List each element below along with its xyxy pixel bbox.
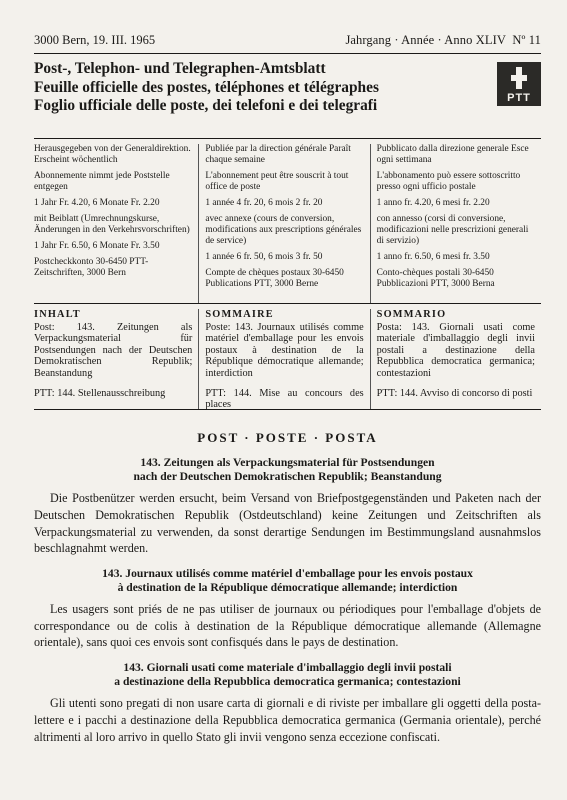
info-column-it — [370, 144, 541, 303]
info-line: 1 année 4 fr. 20, 6 mois 2 fr. 20 — [205, 198, 323, 208]
article-title-line: 143. Giornali usati come materiale d'imballaggio degli invii postali — [123, 660, 452, 674]
contents-item: Post: 143. Zeitungen als Verpackungsmaterial für Postsendungen nach der Deutschen Demokratischen Republik; Beanstandung — [34, 321, 193, 379]
article-title — [34, 456, 541, 484]
info-line: 1 anno fr. 4.20, 6 mesi fr. 2.20 — [376, 198, 490, 208]
issue-number: Nº 11 — [512, 33, 541, 47]
article-body: Gli utenti sono pregati di non usare carta di giornali e di riviste per imballare gli oggetti della posta-lettere e i pacchi a destinazione della Repubblica democratica germanica (Germania orientale), perché altrimenti al loro arrivo in quello Stato gli invii vengono senza eccezione confiscati. — [34, 696, 541, 744]
title-fr: Feuille officielle des postes, téléphones et télégraphes — [34, 78, 379, 96]
contents-heading: SOMMAIRE — [205, 309, 274, 320]
contents-heading: SOMMARIO — [376, 309, 447, 320]
ptt-logo-text: PTT — [507, 92, 531, 104]
info-line: Herausgegeben von der Generaldirektion. Erscheint wöchentlich — [34, 144, 191, 165]
contents-column-de — [34, 309, 198, 409]
contents-heading: INHALT — [34, 309, 81, 320]
article-body: Die Postbenützer werden ersucht, beim Versand von Briefpostgegenständen und Paketen nach der Deutschen Demokratischen Republik (Ostdeutschland) keine Zeitungen und Zeitschriften als Verpackungsmaterial zu verwenden, da sonst derartige Sendungen im Bestimmungsland ausnahmslos beschlagnahmt werden. — [34, 491, 541, 556]
contents-item: PTT: 144. Stellenausschreibung — [34, 387, 166, 399]
article-it — [34, 661, 541, 745]
table-of-contents — [34, 303, 541, 409]
info-line: Conto-chèques postali 30-6450 Pubblicazioni PTT, 3000 Berna — [376, 268, 495, 289]
article-title-line: a destinazione della Repubblica democratica germanica; contestazioni — [114, 675, 461, 689]
info-line: 1 Jahr Fr. 4.20, 6 Monate Fr. 2.20 — [34, 198, 160, 208]
article-body: Les usagers sont priés de ne pas utiliser de journaux ou périodiques pour l'emballage d'objets de correspondance ou de colis à destination de la République démocratique allemande (Allemagne orientale), sans quoi ces envois sont confisqués dans le pays de destination. — [34, 602, 541, 650]
info-line: 1 année 6 fr. 50, 6 mois 3 fr. 50 — [205, 252, 323, 262]
contents-column-fr — [198, 309, 369, 409]
info-line: Pubblicato dalla direzione generale Esce ogni settimana — [376, 144, 529, 165]
masthead-line — [34, 0, 541, 48]
info-line: L'abbonamento può essere sottoscritto presso ogni ufficio postale — [376, 171, 521, 192]
ptt-logo-icon — [497, 62, 541, 106]
article-title-line: nach der Deutschen Demokratischen Republik; Beanstandung — [133, 470, 442, 484]
title-de: Post-, Telephon- und Telegraphen-Amtsblatt — [34, 60, 326, 77]
contents-item: PTT: 144. Avviso di concorso di posti — [376, 387, 533, 399]
info-line: con annesso (corsi di conversione, modificazioni nelle prescrizioni generali di servizio) — [376, 214, 529, 246]
info-line: 1 anno fr. 6.50, 6 mesi fr. 3.50 — [376, 252, 490, 262]
info-line: Postcheckkonto 30-6450 PTT-Zeitschriften, 3000 Bern — [34, 257, 149, 278]
subscription-info — [34, 138, 541, 303]
section-title: POST · POSTE · POSTA — [197, 430, 378, 445]
article-title-line: à destination de la République démocratique allemande; interdiction — [117, 580, 458, 594]
contents-item: Posta: 143. Giornali usati come materiale d'imballaggio degli invii postali a destinazione della Repubblica democratica germanica; contestazioni — [376, 321, 535, 379]
swiss-cross-icon — [511, 67, 527, 89]
place-date: 3000 Bern, 19. III. 1965 — [34, 33, 156, 47]
info-line: L'abonnement peut être souscrit à tout office de poste — [205, 171, 349, 192]
publication-header — [34, 54, 541, 138]
volume-label: Jahrgang · Année · Anno XLIV — [345, 33, 506, 47]
info-column-de — [34, 144, 198, 303]
article-title — [34, 661, 541, 689]
publication-titles — [34, 60, 541, 116]
info-column-fr — [198, 144, 369, 303]
article-fr — [34, 567, 541, 651]
info-line: Abonnemente nimmt jede Poststelle entgegen — [34, 171, 170, 192]
contents-column-it — [370, 309, 541, 409]
article-title-line: 143. Journaux utilisés comme matériel d'emballage pour les envois postaux — [102, 566, 473, 580]
volume-number — [345, 33, 541, 48]
title-it: Foglio ufficiale delle poste, dei telefoni e dei telegrafi — [34, 97, 378, 114]
info-line: Compte de chèques postaux 30-6450 Publications PTT, 3000 Berne — [205, 268, 344, 289]
contents-item: PTT: 144. Mise au concours des places — [205, 387, 364, 411]
article-title-line: 143. Zeitungen als Verpackungsmaterial für Postsendungen — [140, 456, 435, 469]
info-line: mit Beiblatt (Umrechnungskurse, Änderungen in den Verkehrsvorschriften) — [34, 214, 190, 235]
info-line: Publiée par la direction générale Paraît chaque semaine — [205, 144, 351, 165]
contents-item: Poste: 143. Journaux utilisés comme matériel d'emballage pour les envois postaux à destination de la République démocratique allemande; interdiction — [205, 321, 364, 379]
info-line: avec annexe (cours de conversion, modifications aux prescriptions générales de service) — [205, 214, 362, 246]
article-de — [34, 456, 541, 557]
info-line: 1 Jahr Fr. 6.50, 6 Monate Fr. 3.50 — [34, 241, 160, 251]
article-title — [34, 567, 541, 595]
